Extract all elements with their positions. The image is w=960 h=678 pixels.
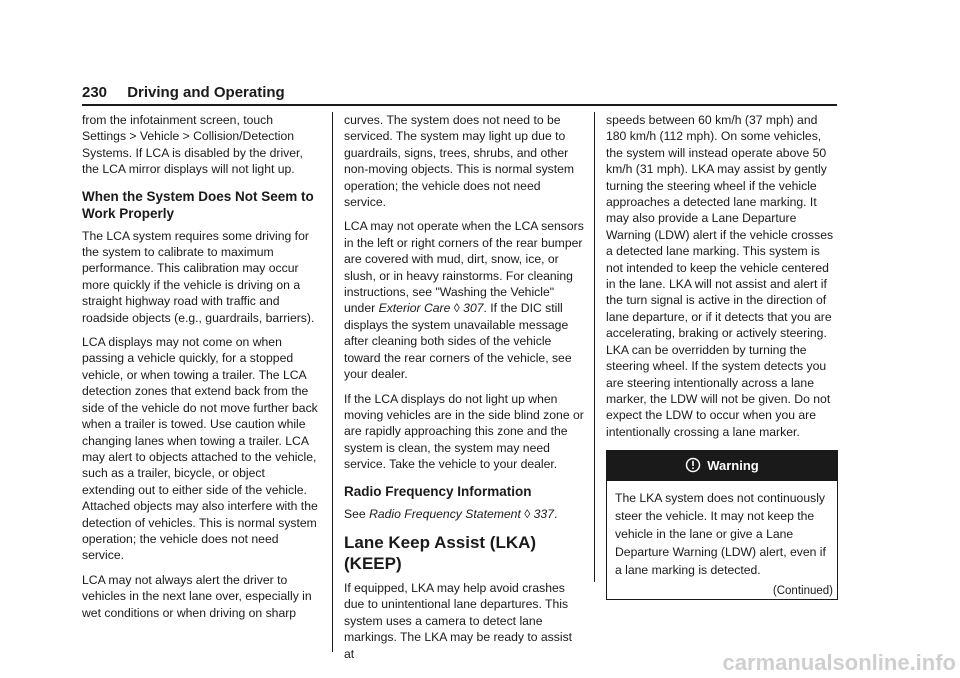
watermark: carmanualsonline.info (722, 650, 956, 675)
paragraph: If equipped, LKA may help avoid crashes due to unintentional lane departures. This system uses a camera to detect lane markings. The LKA may be ready to assist at (344, 580, 573, 661)
warning-text: The LKA system does not continuously steer the vehicle. It may not keep the vehicle in the lane or give a Lane Departure Warning (LDW) alert, even if a lane marking is detected. (615, 490, 826, 577)
paragraph: LCA displays may not come on when passing a vehicle quickly, for a stopped vehicle, or when towing a trailer. The LCA detection zones that extend back from the side of the vehicle do not move further back when a trailer is towed. Use caution while changing lanes when towing a trailer. LCA may alert to objects attached to the vehicle, such as a trailer, bicycle, or object extending out to either side of the vehicle. Attached objects may also interfere with the detection of vehicles. This is normal system operation; the vehicle does not need service. (82, 335, 318, 563)
page-ref-icon: ◊ (524, 506, 531, 521)
continued-label: (Continued) (772, 584, 833, 597)
warning-icon (685, 457, 701, 473)
link-radio-statement[interactable]: Radio Frequency Statement (369, 506, 521, 521)
page-number: 230 (82, 84, 108, 101)
text: See (344, 506, 370, 521)
paragraph: speeds between 60 km/h (37 mph) and 180 km/h (112 mph). On some vehicles, the system will instead operate above 50 km/h (31 mph). LKA may assist by gently turning the steering wheel if the vehicle approaches a detected lane marking. It may also provide a Lane Departure Warning (LDW) alert if the vehicle crosses a detected lane marking. This system is not intended to keep the vehicle centered in the lane. LKA will not assist and alert if the turn signal is active in the direction of lane departure, or if it detects that you are accelerating, braking or actively steering. LKA can be overridden by turning the steering wheel. If the system detects you are steering intentionally across a lane marker, the LDW will not be given. Do not expect the LDW to occur when you are intentionally crossing a lane marker. (606, 113, 834, 439)
text: . If the DIC still displays the system unavailable message after cleaning both sides of the vehicle toward the rear corners of the vehicle, see your dealer. (344, 301, 572, 382)
link-exterior-care[interactable]: Exterior Care (378, 301, 451, 316)
warning-title: Warning (707, 458, 759, 474)
section-title: Driving and Operating (127, 84, 285, 101)
page-ref-number[interactable]: 307 (463, 301, 484, 316)
page-header (82, 84, 285, 101)
paragraph: LCA may not always alert the driver to vehicles in the next lane over, especially in wet conditions or when driving on sharp (82, 572, 312, 620)
page-ref-icon: ◊ (453, 301, 460, 316)
warning-box (606, 450, 838, 600)
paragraph: from the infotainment screen, touch Settings > Vehicle > Collision/Detection Systems. If LCA is disabled by the driver, the LCA mirror displays will not light up. (82, 113, 303, 177)
header-rule (82, 104, 837, 106)
heading-not-working: When the System Does Not Seem to Work Properly (82, 188, 314, 221)
text: . (553, 506, 558, 521)
page-ref-number[interactable]: 337 (533, 506, 554, 521)
warning-header (607, 451, 837, 480)
column-divider (332, 112, 333, 652)
column-1 (82, 112, 320, 629)
heading-lka: Lane Keep Assist (LKA) (KEEP) (344, 532, 537, 573)
column-3 (606, 112, 838, 600)
paragraph: curves. The system does not need to be serviced. The system may light up due to guardrails, signs, trees, shrubs, and other non-moving objects. This is normal system operation; the vehicle does not need service. (344, 113, 575, 210)
paragraph: If the LCA displays do not light up when moving vehicles are in the side blind zone or are rapidly approaching this zone and the system is clean, the system may need service. Take the vehicle to your dealer. (344, 391, 584, 472)
paragraph-cleaning (344, 218, 584, 382)
column-divider (594, 112, 595, 582)
heading-radio: Radio Frequency Information (344, 483, 532, 499)
paragraph: The LCA system requires some driving for the system to calibrate to maximum performance. This calibration may occur more quickly if the vehicle is driving on a straight highway road with traffic and roadside objects (e.g., guardrails, barriers). (82, 228, 315, 325)
column-2 (344, 112, 584, 670)
text: LCA may not operate when the LCA sensors in the left or right corners of the rear bumper are covered with mud, dirt, snow, ice, or slush, or in heavy rainstorms. For cleaning instructions, see "Washing the Vehicle" under (344, 219, 584, 316)
paragraph-radio-ref (344, 506, 584, 522)
